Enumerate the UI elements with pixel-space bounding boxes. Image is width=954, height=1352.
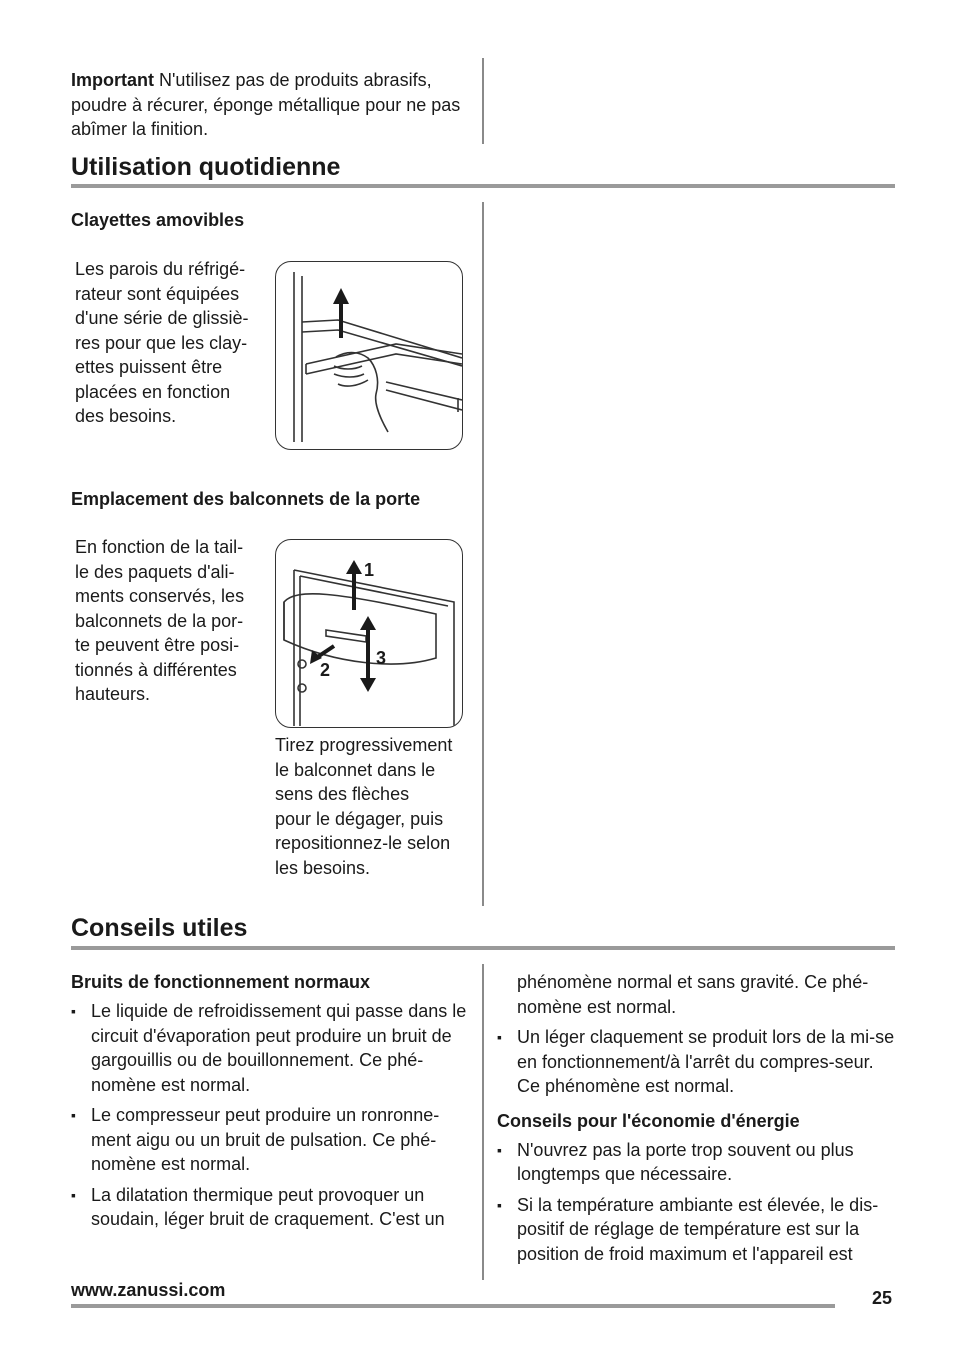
section-rule-daily-use	[71, 184, 895, 188]
column-divider-top	[482, 58, 484, 144]
text-line: ettes puissent être	[75, 357, 223, 377]
subsection-title-door-balconies: Emplacement des balconnets de la porte	[71, 489, 421, 509]
important-note	[71, 68, 471, 142]
section-title-daily-use: Utilisation quotidienne	[71, 153, 341, 181]
list-item: ▪ Un léger claquement se produit lors de la mi-se en fonctionnement/à l'arrêt du compres-seur. Ce phénomène est normal.	[497, 1025, 895, 1099]
text-line: te peuvent être posi-	[75, 635, 240, 655]
text-line: rateur sont équipées	[75, 283, 240, 304]
section-title-useful-tips: Conseils utiles	[71, 914, 248, 942]
list-item: ▪ La dilatation thermique peut provoquer un soudain, léger bruit de craquement. C'est un	[71, 1183, 469, 1232]
energy-list	[497, 1138, 895, 1267]
noise-list	[71, 999, 469, 1232]
shelf-illustration	[275, 261, 463, 450]
noise-list-continued	[497, 1025, 895, 1099]
text-line: des besoins.	[75, 406, 177, 426]
figure-label-1: 1	[364, 560, 375, 580]
figure-label-2: 2	[320, 660, 331, 680]
tips-right-column	[497, 970, 895, 1272]
footer-website-link[interactable]: www.zanussi.com	[71, 1280, 226, 1300]
footer-rule	[71, 1304, 835, 1308]
door-drawing	[276, 540, 462, 727]
text-line: le balconnet dans le	[275, 759, 436, 780]
text-line: placées en fonction	[75, 381, 231, 402]
list-item: ▪ Si la température ambiante est élevée, le dis-positif de réglage de température est sur la position de froid maximum et l'appareil est	[497, 1193, 895, 1267]
door-text	[75, 535, 270, 707]
text-line: le des paquets d'ali-	[75, 561, 235, 582]
page-number: 25	[872, 1288, 893, 1308]
list-item: ▪ N'ouvrez pas la porte trop souvent ou plus longtemps que nécessaire.	[497, 1138, 895, 1187]
tips-left-column	[71, 970, 469, 1238]
subsection-title-noise: Bruits de fonctionnement normaux	[71, 972, 371, 992]
subsection-title-energy: Conseils pour l'économie d'énergie	[497, 1110, 800, 1131]
text-line: ments conservés, les	[75, 586, 245, 606]
noise-continuation: phénomène normal et sans gravité. Ce phé-nomène est normal.	[517, 972, 869, 1017]
column-divider-bottom	[482, 964, 484, 1280]
column-divider-middle	[482, 202, 484, 906]
section-rule-useful-tips	[71, 946, 895, 950]
text-line: tionnés à différentes	[75, 659, 237, 680]
text-line: sens des flèches	[275, 784, 410, 804]
text-line: les besoins.	[275, 857, 371, 878]
door-figure-caption	[275, 733, 475, 880]
shelves-text	[75, 257, 270, 429]
text-line: balconnets de la por-	[75, 610, 244, 631]
door-balcony-illustration	[275, 539, 463, 728]
figure-label-3: 3	[376, 648, 387, 668]
text-line: d'une série de glissiè-	[75, 308, 249, 328]
text-line: res pour que les clay-	[75, 332, 248, 353]
shelf-drawing	[276, 262, 462, 449]
text-line: Les parois du réfrigé-	[75, 259, 246, 279]
subsection-title-shelves: Clayettes amovibles	[71, 210, 245, 230]
important-label: Important	[71, 70, 154, 90]
list-item: ▪ Le compresseur peut produire un ronronne-ment aigu ou un bruit de pulsation. Ce phé-nomène est normal.	[71, 1103, 469, 1177]
list-item: ▪ Le liquide de refroidissement qui passe dans le circuit d'évaporation peut produire un bruit de gargouillis ou de bouillonnement. Ce phé-nomène est normal.	[71, 999, 469, 1097]
text-line: repositionnez-le selon	[275, 833, 451, 853]
text-line: En fonction de la tail-	[75, 537, 244, 557]
text-line: pour le dégager, puis	[275, 808, 444, 829]
text-line: hauteurs.	[75, 684, 151, 704]
text-line: Tirez progressivement	[275, 735, 453, 755]
important-text: N'utilisez pas de produits abrasifs, poudre à récurer, éponge métallique pour ne pas abîmer la finition.	[71, 70, 461, 139]
